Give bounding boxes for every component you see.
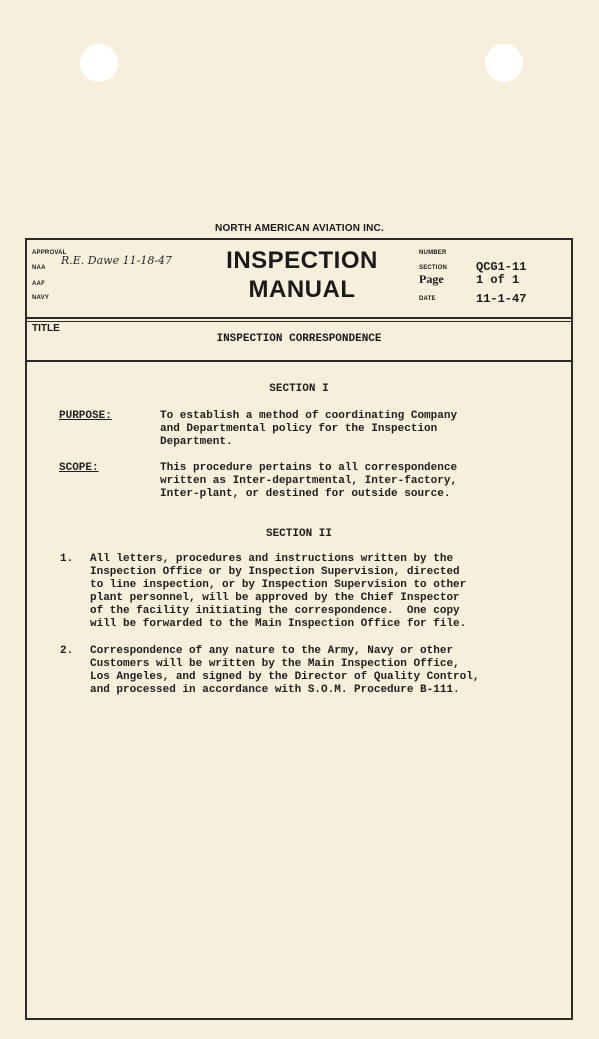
approval-label: APPROVAL bbox=[32, 250, 67, 256]
binder-hole-right bbox=[485, 44, 523, 82]
item-2-line: and processed in accordance with S.O.M. Procedure B-111. bbox=[90, 684, 460, 696]
item-1-line: of the facility initiating the correspondence. One copy bbox=[90, 605, 460, 617]
manual-page-frame bbox=[25, 238, 573, 1020]
item-2-line: Customers will be written by the Main Inspection Office, bbox=[90, 658, 460, 670]
title-label: TITLE bbox=[32, 323, 60, 334]
item-1-line: will be forwarded to the Main Inspection Office for file. bbox=[90, 618, 467, 630]
document-title: INSPECTION CORRESPONDENCE bbox=[216, 333, 382, 345]
scope-label: SCOPE: bbox=[59, 462, 99, 474]
header-divider-thin bbox=[27, 321, 571, 322]
scope-line: written as Inter-departmental, Inter-factory, bbox=[160, 475, 458, 487]
item-1-line: plant personnel, will be approved by the Chief Inspector bbox=[90, 592, 460, 604]
number-label: NUMBER bbox=[419, 250, 447, 256]
page-label: Page bbox=[419, 272, 444, 286]
navy-label: NAVY bbox=[32, 295, 50, 301]
purpose-line: and Departmental policy for the Inspection bbox=[160, 423, 438, 435]
item-2-line: Los Angeles, and signed by the Director of Quality Control, bbox=[90, 671, 480, 683]
date-value: 11-1-47 bbox=[476, 292, 527, 306]
purpose-label: PURPOSE: bbox=[59, 410, 112, 422]
page-number: 1 of 1 bbox=[476, 273, 520, 287]
section-1-heading: SECTION I bbox=[269, 383, 329, 395]
binder-hole-left bbox=[80, 44, 118, 82]
item-2-line: Correspondence of any nature to the Army, Navy or other bbox=[90, 645, 454, 657]
naa-label: NAA bbox=[32, 265, 46, 271]
scope-line: Inter-plant, or destined for outside source. bbox=[160, 488, 451, 500]
item-1-line: to line inspection, or by Inspection Supervision to other bbox=[90, 579, 467, 591]
item-1-number: 1. bbox=[60, 553, 74, 565]
section-2-heading: SECTION II bbox=[265, 528, 332, 540]
date-label: DATE bbox=[419, 296, 436, 302]
manual-title-line1: INSPECTION bbox=[226, 247, 378, 274]
item-1-line: Inspection Office or by Inspection Supervision, directed bbox=[90, 566, 460, 578]
purpose-line: Department. bbox=[160, 436, 233, 448]
header-divider bbox=[27, 317, 571, 319]
manual-title-line2: MANUAL bbox=[248, 276, 356, 303]
title-divider bbox=[27, 360, 571, 362]
item-2-number: 2. bbox=[60, 645, 74, 657]
company-name: NORTH AMERICAN AVIATION INC. bbox=[215, 223, 384, 234]
section-label: SECTION bbox=[419, 265, 448, 271]
scope-line: This procedure pertains to all correspondence bbox=[160, 462, 458, 474]
item-1-line: All letters, procedures and instructions written by the bbox=[90, 553, 454, 565]
approval-signature: R.E. Dawe 11-18-47 bbox=[61, 254, 173, 267]
purpose-line: To establish a method of coordinating Company bbox=[160, 410, 458, 422]
aaf-label: AAF bbox=[32, 281, 45, 287]
section-number: QCG1-11 bbox=[476, 260, 527, 274]
